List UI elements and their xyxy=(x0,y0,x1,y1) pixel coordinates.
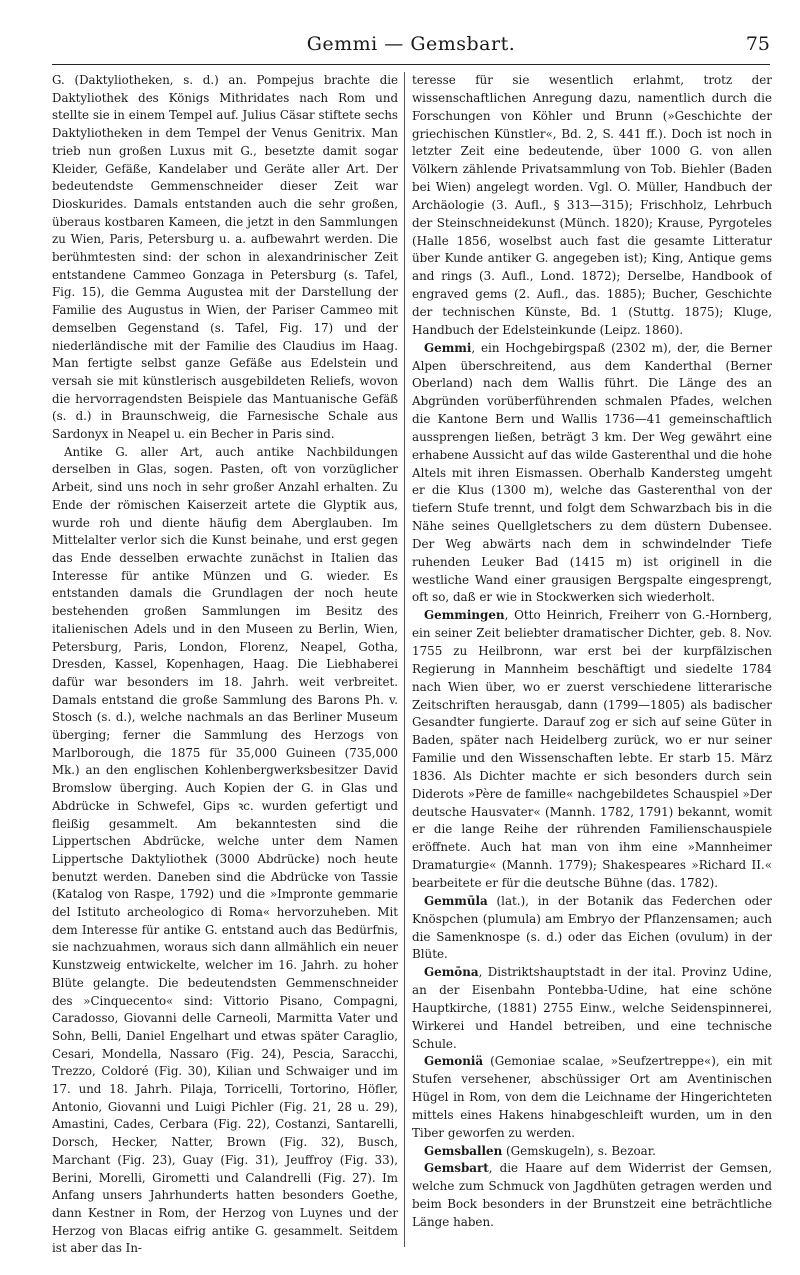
entry-text: , die Haare auf dem Widerrist der Gemsen, welche zum Schmuck von Jagdhüten getragen werden und beim Bock besonders in der Brunstzeit eine beträchtliche Länge haben. xyxy=(412,1161,772,1229)
entry-text: , ein Hochgebirgspaß (2302 m), der, die Berner Alpen überschreitend, aus dem Kanderthal (Berner Oberland) nach dem Wallis führt. Die Länge des an Abgründen vorüberführenden schmalen Pfades, welchen die Kantone Bern und Wallis 1736—41 gemeinschaftlich aussprengen ließen, beträgt 3 km. Der Weg gewährt eine erhabene Aussicht auf das wilde Gasterenthal und die hohe Altels mit ihren Eismassen. Oberhalb Kandersteg umgeht er die Klus (1300 m), welche das Gasterenthal von der tiefern Stufe trennt, und folgt dem Schwarzbach bis in die Nähe seines Quellgletschers zu dem düstern Dubensee. Der Weg abwärts nach dem in schwindelnder Tiefe ruhenden Leuker Bad (1415 m) ist originell in die westliche Wand einer grausigen Bergspalte eingesprengt, oft so, daß er wie in Stockwerken sich wiederholt. xyxy=(412,340,772,605)
entry-gemmula xyxy=(412,893,772,964)
entry-gemmingen xyxy=(412,607,772,893)
entry-headword: Gemoniä xyxy=(424,1054,484,1069)
entry-gemsbart xyxy=(412,1160,772,1231)
entry-continuation xyxy=(412,72,772,340)
entry-text: , Otto Heinrich, Freiherr von G.-Hornberg, ein seiner Zeit beliebter dramatischer Dichter, geb. 8. Nov. 1755 zu Heilbronn, war erst bei der kurpfälzischen Regierung in Mannheim beschäftigt und siedelte 1784 nach Wien über, wo er zuerst verschiedene litterarische Zeitschriften herausgab, dann (1799—1805) als badischer Gesandter fungierte. Darauf zog er sich auf seine Güter in Baden, später nach Heidelberg zurück, wo er nur seiner Familie und den Wissenschaften lebte. Er starb 15. März 1836. Als Dichter machte er sich besonders durch sein Diderots »Père de famille« nachgebildetes Schauspiel »Der deutsche Hausvater« (Mannh. 1782, 1791) bekannt, womit er die lange Reihe der rührenden Familienschauspiele eröffnete. Auch hat man von ihm eine »Mannheimer Dramaturgie« (Mannh. 1779); Shakespeares »Richard II.« bearbeitete er für die deutsche Bühne (das. 1782). xyxy=(412,608,772,890)
entry-headword: Gemōna xyxy=(424,965,479,980)
entry-headword: Gemsballen xyxy=(424,1143,503,1158)
entry-gemsballen xyxy=(412,1143,772,1161)
entry-headword: Gemsbart xyxy=(424,1161,489,1176)
entry-headword: Gemmi xyxy=(424,340,472,355)
right-column xyxy=(412,72,772,1257)
running-title: Gemmi — Gemsbart. xyxy=(306,33,516,55)
entry-text: (Gemoniae scalae, »Seufzertreppe«), ein mit Stufen versehener, abschüssiger Ort am Aventinischen Hügel in Rom, von dem die Leichname der Hingerichteten mittels eines Hakens hinabgeschleift wurden, um in den Tiber geworfen zu werden. xyxy=(412,1054,772,1140)
entry-text: (Gemskugeln), s. Bezoar. xyxy=(502,1143,656,1158)
left-paragraph: Antike G. aller Art, auch antike Nachbildungen derselben in Glas, sogen. Pasten, oft von vorzüglicher Arbeit, sind uns noch in sehr großer Anzahl erhalten. Zu Ende der römischen Kaiserzeit artete die Glyptik aus, wurde roh und diente häufig dem Aberglauben. Im Mittelalter verlor sich die Kunst beinahe, und erst gegen das Ende desselben erwachte zunächst in Italien das Interesse für antike Münzen und G. wieder. Es entstanden damals die Grundlagen der noch heute bestehenden großen Sammlungen im Besitz des italienischen Adels und in den Museen zu Berlin, Wien, Petersburg, Paris, London, Florenz, Neapel, Gotha, Dresden, Kassel, Kopenhagen, Haag. Die Liebhaberei dafür war besonders im 18. Jahrh. weit verbreitet. Damals entstand die große Sammlung des Barons Ph. v. Stosch (s. d.), welche nachmals an das Berliner Museum überging; ferner die Sammlung des Herzogs von Marlborough, die 1875 für 35,000 Guineen (735,000 Mk.) an den englischen Kohlenbergwerksbesitzer David Bromslow überging. Auch Kopien der G. in Glas und Abdrücke in Schwefel, Gips ꝛc. wurden gefertigt und fleißig gesammelt. Am bekanntesten sind die Lippertschen Abdrücke, welche unter dem Namen Lippertsche Daktyliothek (3000 Abdrücke) noch heute benutzt werden. Daneben sind die Abdrücke von Tassie (Katalog von Raspe, 1792) und die »Impronte gemmarie del Istituto archeologico di Roma« hervorzuheben. Mit dem Interesse für antike G. entstand auch das Bedürfnis, sie nachzuahmen, woraus sich dann allmählich ein neuer Kunstzweig entwickelte, welcher im 16. Jahrh. zu hoher Blüte gelangte. Die bedeutendsten Gemmenschneider des »Cinquecento« sind: Vittorio Pisano, Compagni, Caradosso, Giovanni delle Carneoli, Marmitta Vater und Sohn, Belli, Daniel Engelhart und etwas später Caraglio, Cesari, Mondella, Nassaro (Fig. 24), Pescia, Saracchi, Trezzo, Coldoré (Fig. 30), Kilian und Schwaiger und im 17. und 18. Jahrh. Pilaja, Torricelli, Tortorino, Höfler, Antonio, Giovanni und Luigi Pichler (Fig. 21, 28 u. 29), Amastini, Cades, Cerbara (Fig. 22), Costanzi, Santarelli, Dorsch, Hecker, Natter, Brown (Fig. 32), Busch, Marchant (Fig. 23), Guay (Fig. 31), Jeuffroy (Fig. 33), Berini, Morelli, Girometti und Calandrelli (Fig. 27). Im Anfang unsers Jahrhunderts hatten besonders Goethe, dann Kestner in Rom, der Herzog von Luynes und der Herzog von Blacas eifrig antike G. gesammelt. Seitdem ist aber das In- xyxy=(52,444,398,1256)
entry-text: teresse für sie wesentlich erlahmt, trotz der wissenschaftlichen Anregung dazu, namentlich durch die Forschungen von Köhler und Brunn (»Geschichte der griechischen Künstler«, Bd. 2, S. 441 ff.). Doch ist noch in letzter Zeit eine bedeutende, über 1000 G. von allen Völkern zählende Privatsammlung von Tob. Biehler (Baden bei Wien) angelegt worden. Vgl. O. Müller, Handbuch der Archäologie (3. Aufl., § 313—315); Frischholz, Lehrbuch der Steinschneidekunst (Münch. 1820); Krause, Pyrgoteles (Halle 1856, woselbst auch fast die gesamte Litteratur über Kunde antiker G. angegeben ist); King, Antique gems and rings (3. Aufl., Lond. 1872); Derselbe, Handbook of engraved gems (2. Aufl., das. 1885); Bucher, Geschichte der technischen Künste, Bd. 1 (Stuttg. 1875); Kluge, Handbuch der Edelsteinkunde (Leipz. 1860). xyxy=(412,73,772,337)
header-rule xyxy=(52,64,770,65)
entry-headword: Gemmūla xyxy=(424,893,488,908)
entry-text: (lat.), in der Botanik das Federchen oder Knöspchen (plumula) am Embryo der Pflanzensamen; auch die Samenknospe (s. d.) oder das Eichen (ovulum) in der Blüte. xyxy=(412,893,772,962)
entry-gemona xyxy=(412,964,772,1053)
left-paragraph: G. (Daktyliotheken, s. d.) an. Pompejus brachte die Daktyliothek des Königs Mithridates nach Rom und stellte sie in einem Tempel auf. Julius Cäsar stiftete sechs Daktyliotheken in dem Tempel der Venus Genitrix. Man trieb nun großen Luxus mit G., besetzte damit sogar Kleider, Gefäße, Kandelaber und Geräte aller Art. Der bedeutendste Gemmenschneider dieser Zeit war Dioskurides. Damals entstanden auch die sehr großen, überaus kostbaren Kameen, die jetzt in den Sammlungen zu Wien, Paris, Petersburg u. a. aufbewahrt werden. Die berühmtesten sind: der schon in alexandrinischer Zeit entstandene Cammeo Gonzaga in Petersburg (s. Tafel, Fig. 15), die Gemma Augustea mit der Darstellung der Familie des Augustus in Wien, der Pariser Cammeo mit demselben Gegenstand (s. Tafel, Fig. 17) und der niederländische mit der Familie des Claudius im Haag. Man fertigte selbst ganze Gefäße aus Edelstein und versah sie mit künstlerisch ausgebildeten Reliefs, wovon die hervorragendsten Beispiele das Mantuanische Gefäß (s. d.) in Braunschweig, die Farnesische Schale aus Sardonyx in Neapel u. ein Becher in Paris sind. xyxy=(52,73,398,442)
entry-text: , Distriktshauptstadt in der ital. Provinz Udine, an der Eisenbahn Pontebba-Udine, hat eine schöne Hauptkirche, (1881) 2755 Einw., welche Seidenspinnerei, Wirkerei und Handel betreiben, und eine technische Schule. xyxy=(412,965,772,1051)
entry-gemmi xyxy=(412,340,772,608)
entry-headword: Gemmingen xyxy=(424,608,505,623)
left-column xyxy=(52,72,398,1257)
page-header xyxy=(52,33,770,61)
column-divider xyxy=(404,72,405,1247)
page-number: 75 xyxy=(745,33,770,55)
entry-gemoniae xyxy=(412,1053,772,1142)
